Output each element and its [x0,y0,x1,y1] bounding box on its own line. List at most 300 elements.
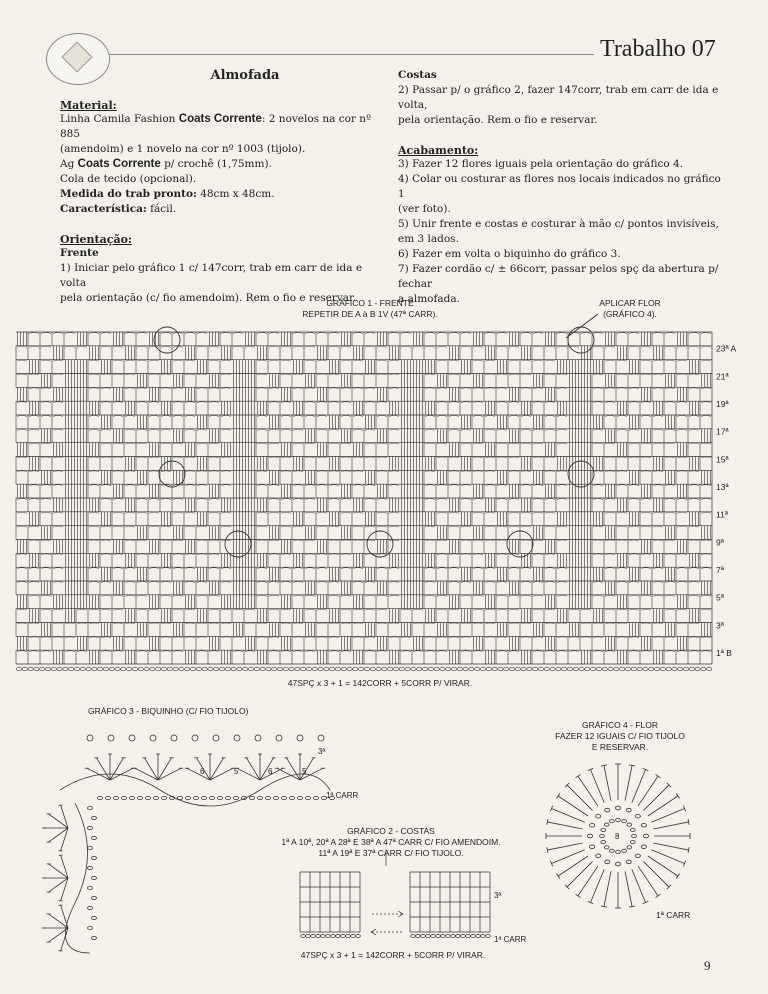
chart1-chain [293,388,303,389]
chart1-chain [245,346,255,347]
chart3-stitch [61,855,68,878]
chart1-chain [629,402,639,403]
chart1-base-chain [486,667,491,671]
chart1-chain [281,582,291,583]
chart1-chain [521,443,531,444]
chart1-chain [173,554,183,555]
chart1-chain [461,595,471,596]
chart1-base-chain [248,667,253,671]
chart1-chain [497,526,507,527]
chart1-chain [221,416,231,417]
chart1-chain [557,429,567,430]
chart1-chain [617,388,627,389]
chart1-chain [461,346,471,347]
chart1-chain [557,388,567,389]
chart1-chain [617,429,627,430]
chart1-chain [473,457,483,458]
finishing-line: 5) Unir frente e costas e costurar à mão c/ pontos invisíveis, [398,218,719,230]
chart1-chain [353,512,363,513]
chart1-chain [593,333,603,334]
chart1-chain [305,637,315,638]
chart1-chain [377,374,387,375]
chart1-chain [413,623,423,624]
chart1-chain [449,554,459,555]
chart1-chain [149,457,159,458]
chart1-chain [17,471,27,472]
chart1-chain [665,402,675,403]
chart3-picot [213,735,219,741]
chart1-chain [29,429,39,430]
chart3-chain [298,796,303,799]
chart1-chain [113,346,123,347]
chart1-chain [329,623,339,624]
chart4-petal-stitch [643,785,668,810]
chart1-chain [509,360,519,361]
chart1-chain [53,554,63,555]
chart1-chain [101,388,111,389]
chart1-chain [17,623,27,624]
chart1-base-chain [620,667,625,671]
chart1-chain [89,526,99,527]
chart1-chain [473,360,483,361]
chart3-picot [171,735,177,741]
chart1-chain [149,429,159,430]
chart1-chain [473,623,483,624]
chart1-chain [557,651,567,652]
chart1-chain [41,512,51,513]
chart1-base-chain [498,667,503,671]
chart1-chain [257,623,267,624]
chart1-chain [185,374,195,375]
chart1-chain [53,526,63,527]
brand-name: Coats Corrente [77,158,161,170]
chart1-chain [677,526,687,527]
chart2-chain [416,935,421,938]
chart1-chain [221,609,231,610]
chart4-chain [600,834,605,837]
chart1-chain [329,595,339,596]
chart1-chain [437,568,447,569]
finishing-line: 6) Fazer em volta o biquinho do gráfico 3. [398,248,621,260]
chart1-chain [689,443,699,444]
flower-placement-circle [568,461,594,487]
chart1-chain [521,526,531,527]
chart1-chain [605,595,615,596]
chart1-chain [377,526,387,527]
chart1-chain [329,582,339,583]
chart1-chain [77,609,87,610]
chart1-chain [137,554,147,555]
chart1-chain [101,402,111,403]
chart4-petal-stitch [604,871,611,906]
chart1-chain [545,609,555,610]
chart1-chain [449,457,459,458]
chart1-chain [269,457,279,458]
chart1-chain [17,416,27,417]
chart3-picot [108,735,114,741]
material-heading: Material: [60,99,117,112]
chart1-chain [425,568,435,569]
chart1-chain [593,429,603,430]
chart1-grid [0,320,768,685]
chart1-chain [677,402,687,403]
chart1-chain [665,595,675,596]
chart1-chain [677,651,687,652]
chart1-chain [677,582,687,583]
material-line [60,142,390,157]
chart4-petal-stitch [567,785,592,810]
chart1-chain [149,609,159,610]
chart1-chain [281,512,291,513]
chart1-base-chain [417,667,422,671]
chart1-chain [389,485,399,486]
chart1-chain [485,582,495,583]
chart1-base-chain [422,667,427,671]
chart1-chain [377,512,387,513]
chart3-chain [98,796,103,799]
chart1-chain [629,582,639,583]
chart1-chain [533,346,543,347]
chart1-chain [305,443,315,444]
chart2-row-label: 1ª CARR [494,935,527,944]
chart4-stitch-top [656,894,661,897]
chart1-chain [641,346,651,347]
chart1-chain [329,388,339,389]
chart1-chain [341,554,351,555]
chart3-chain [130,796,135,799]
chart1-base-chain [341,667,346,671]
chart1-chain [701,485,711,486]
chart1-chain [161,568,171,569]
back-line-2: pela orientação. Rem o fio e reservar. [398,114,598,126]
chart3-stitch [49,864,68,878]
chart1-chain [101,595,111,596]
chart4-chain [630,841,635,844]
chart1-chain [341,416,351,417]
chart1-chain [353,360,363,361]
chart1-chain [497,540,507,541]
chart1-base-chain [469,667,474,671]
chart1-chain [269,388,279,389]
chart1-chain [677,374,687,375]
chart2-chain [311,935,316,938]
chart1-chain [653,595,663,596]
chart1-chain [629,637,639,638]
chart1-chain [161,540,171,541]
chart4-stitch-top [556,874,559,879]
feature-label: Característica: [60,203,147,215]
chart1-chain [485,471,495,472]
chart1-chain [77,651,87,652]
chart1-chain [161,582,171,583]
chart1-chain [365,457,375,458]
chart3-count: 5 [302,767,307,776]
chart1-chain [365,651,375,652]
chart4-chain [622,820,627,823]
chart1-chain [473,402,483,403]
chart1-chain [593,374,603,375]
chart1-chain [533,540,543,541]
chart1-chain [617,374,627,375]
chart1-chain [113,595,123,596]
chart1-chain [89,388,99,389]
chart3-chain [186,796,191,799]
chart1-chain [317,526,327,527]
chart3-chain [266,796,271,799]
chart1-chain [533,512,543,513]
chart1-chain [437,457,447,458]
chart1-chain [641,471,651,472]
chart1-base-chain [475,667,480,671]
chart2-chain [346,935,351,938]
chart1-chain [689,346,699,347]
chart1-chain [245,623,255,624]
chart1-chain [653,429,663,430]
apply-flower-line: APLICAR FLOR [599,298,661,308]
chart1-chain [125,540,135,541]
chart1-chain [29,540,39,541]
chart1-base-chain [451,667,456,671]
chart1-base-chain [533,667,538,671]
chart2-chain [306,935,311,938]
chart1-chain [173,443,183,444]
chart1-chain [521,333,531,334]
chart1-chain [425,623,435,624]
chart1-base-chain [591,667,596,671]
chart1-chain [557,568,567,569]
chart2-title [256,826,526,859]
chart1-chain [341,512,351,513]
chart1-chain [137,388,147,389]
chart1-chain [653,388,663,389]
chart1-chain [137,443,147,444]
chart3-chain [258,796,263,799]
chart1-chain [365,609,375,610]
chart1-chain [701,637,711,638]
chart1-chain [509,402,519,403]
chart3-row-label: 1ª CARR [326,791,359,800]
chart1-base-chain [214,667,219,671]
chart1-chain [653,374,663,375]
right-column [398,68,728,307]
chart1-chain [113,499,123,500]
chart1-base-chain [237,667,242,671]
chart1-chain [689,499,699,500]
chart1-chain [365,582,375,583]
chart1-chain [677,346,687,347]
chart1-chain [281,457,291,458]
chart1-chain [101,374,111,375]
orientation-heading: Orientação: [60,233,132,246]
chart1-base-chain [231,667,236,671]
chart1-chain [401,609,411,610]
chart1-chain [437,512,447,513]
front-line-2: pela orientação (c/ fio amendoim). Rem o fio e reservar. [60,292,357,304]
chart1-chain [617,360,627,361]
chart1-chain [521,540,531,541]
chart1-chain [389,333,399,334]
chart1-chain [545,457,555,458]
chart1-chain [377,651,387,652]
chart1-chain [257,485,267,486]
chart1-base-chain [121,667,126,671]
chart1-chain [317,609,327,610]
chart1-chain [293,526,303,527]
chart1-chain [305,360,315,361]
chart1-chain [53,429,63,430]
chart1-chain [437,651,447,652]
chart1-chain [557,595,567,596]
chart1-base-chain [92,667,97,671]
chart1-chain [629,333,639,334]
chart1-row-label: 13ª [716,481,729,492]
chart1-chain [533,651,543,652]
chart1-chain [173,595,183,596]
finishing-line: 7) Fazer cordão c/ ± 66corr, passar pelos spç da abertura p/ fechar [398,263,719,290]
chart1-base-chain [573,667,578,671]
chart1-chain [701,333,711,334]
chart1-chain [425,582,435,583]
chart1-chain [533,595,543,596]
chart1-chain [377,402,387,403]
chart1-chain [221,360,231,361]
chart1-chain [137,429,147,430]
chart1-chain [425,471,435,472]
chart1-chain [125,388,135,389]
chart1-chain [641,402,651,403]
chart1-base-chain [312,667,317,671]
chart1-chain [509,609,519,610]
chart1-chain [29,582,39,583]
chart1-chain [149,512,159,513]
chart1-chain [365,554,375,555]
chart1-chain [185,609,195,610]
chart2-chain [421,935,426,938]
chart1-chain [125,582,135,583]
chart1-base-chain [51,667,56,671]
chart1-chain [29,651,39,652]
chart1-chain [425,429,435,430]
chart1-chain [461,471,471,472]
chart1-chain [257,429,267,430]
chart1-chain [365,402,375,403]
chart1-base-chain [295,667,300,671]
chart1-chain [473,540,483,541]
chart1-chain [65,346,75,347]
chart1-base-chain [457,667,462,671]
chart1-chain [365,429,375,430]
chart4-chain [616,818,621,821]
chart1-chain [689,651,699,652]
chart1-chain [125,512,135,513]
chart1-chain [113,568,123,569]
chart1-chain [281,374,291,375]
chart1-chain [293,346,303,347]
chart1-chain [557,540,567,541]
chart3-chain [92,816,97,819]
chart1-chain [653,568,663,569]
flower-placement-circle [568,327,594,353]
chart1-chain [281,346,291,347]
chart1-chain [185,623,195,624]
chart1-chain [701,402,711,403]
chart1-chain [449,374,459,375]
chart1-chain [497,637,507,638]
chart1-chain [29,471,39,472]
chart1-chain [137,595,147,596]
chart1-base-chain [219,667,224,671]
chart1-base-chain [701,667,706,671]
chart1-chain [569,637,579,638]
chart1-chain [593,388,603,389]
chart1-chain [125,637,135,638]
chart1-chain [689,582,699,583]
chart1-chain [365,637,375,638]
chart1-chain [257,471,267,472]
chart1-chain [137,346,147,347]
chart1-base-chain [359,667,364,671]
chart1-chain [41,443,51,444]
chart1-chain [77,623,87,624]
chart1-chain [113,623,123,624]
chart1-base-chain [190,667,195,671]
chart1-chain [149,568,159,569]
chart1-chain [101,443,111,444]
chart1-chain [485,416,495,417]
chart1-chain [29,637,39,638]
chart1-chain [341,443,351,444]
chart1-chain [557,582,567,583]
chart1-chain [449,623,459,624]
chart1-base-chain [260,667,265,671]
chart1-chain [461,540,471,541]
feature-line [60,202,390,217]
chart1-chain [545,568,555,569]
chart1-chain [677,512,687,513]
material-list [60,112,390,187]
chart1-chain [497,554,507,555]
chart1-chain [149,499,159,500]
chart1-base-chain [521,667,526,671]
chart1-chain [509,526,519,527]
chart4-stitch-top [556,794,559,799]
chart3-stitch [61,805,68,828]
chart3-picot [276,735,282,741]
chart1-chain [521,429,531,430]
chart4-petal-stitch [625,871,632,906]
chart1-base-chain [283,667,288,671]
chart3-stitch [49,878,68,892]
chart1-chain [101,499,111,500]
chart3-title: GRÁFICO 3 - BIQUINHO (C/ FIO TIJOLO) [88,706,249,716]
chart1-chain [209,623,219,624]
chart1-chain [221,526,231,527]
chart1-chain [665,443,675,444]
chart1-chain [533,333,543,334]
chart1-base-chain [649,667,654,671]
front-heading: Frente [60,247,99,259]
chart1-base-chain [173,667,178,671]
chart1-chain [593,499,603,500]
chart1-chain [149,623,159,624]
chart1-chain [701,388,711,389]
chart1-chain [449,512,459,513]
chart1-chain [605,388,615,389]
chart1-base-chain [550,667,555,671]
chart1-chain [305,554,315,555]
chart1-chain [113,526,123,527]
chart1-chain [449,609,459,610]
